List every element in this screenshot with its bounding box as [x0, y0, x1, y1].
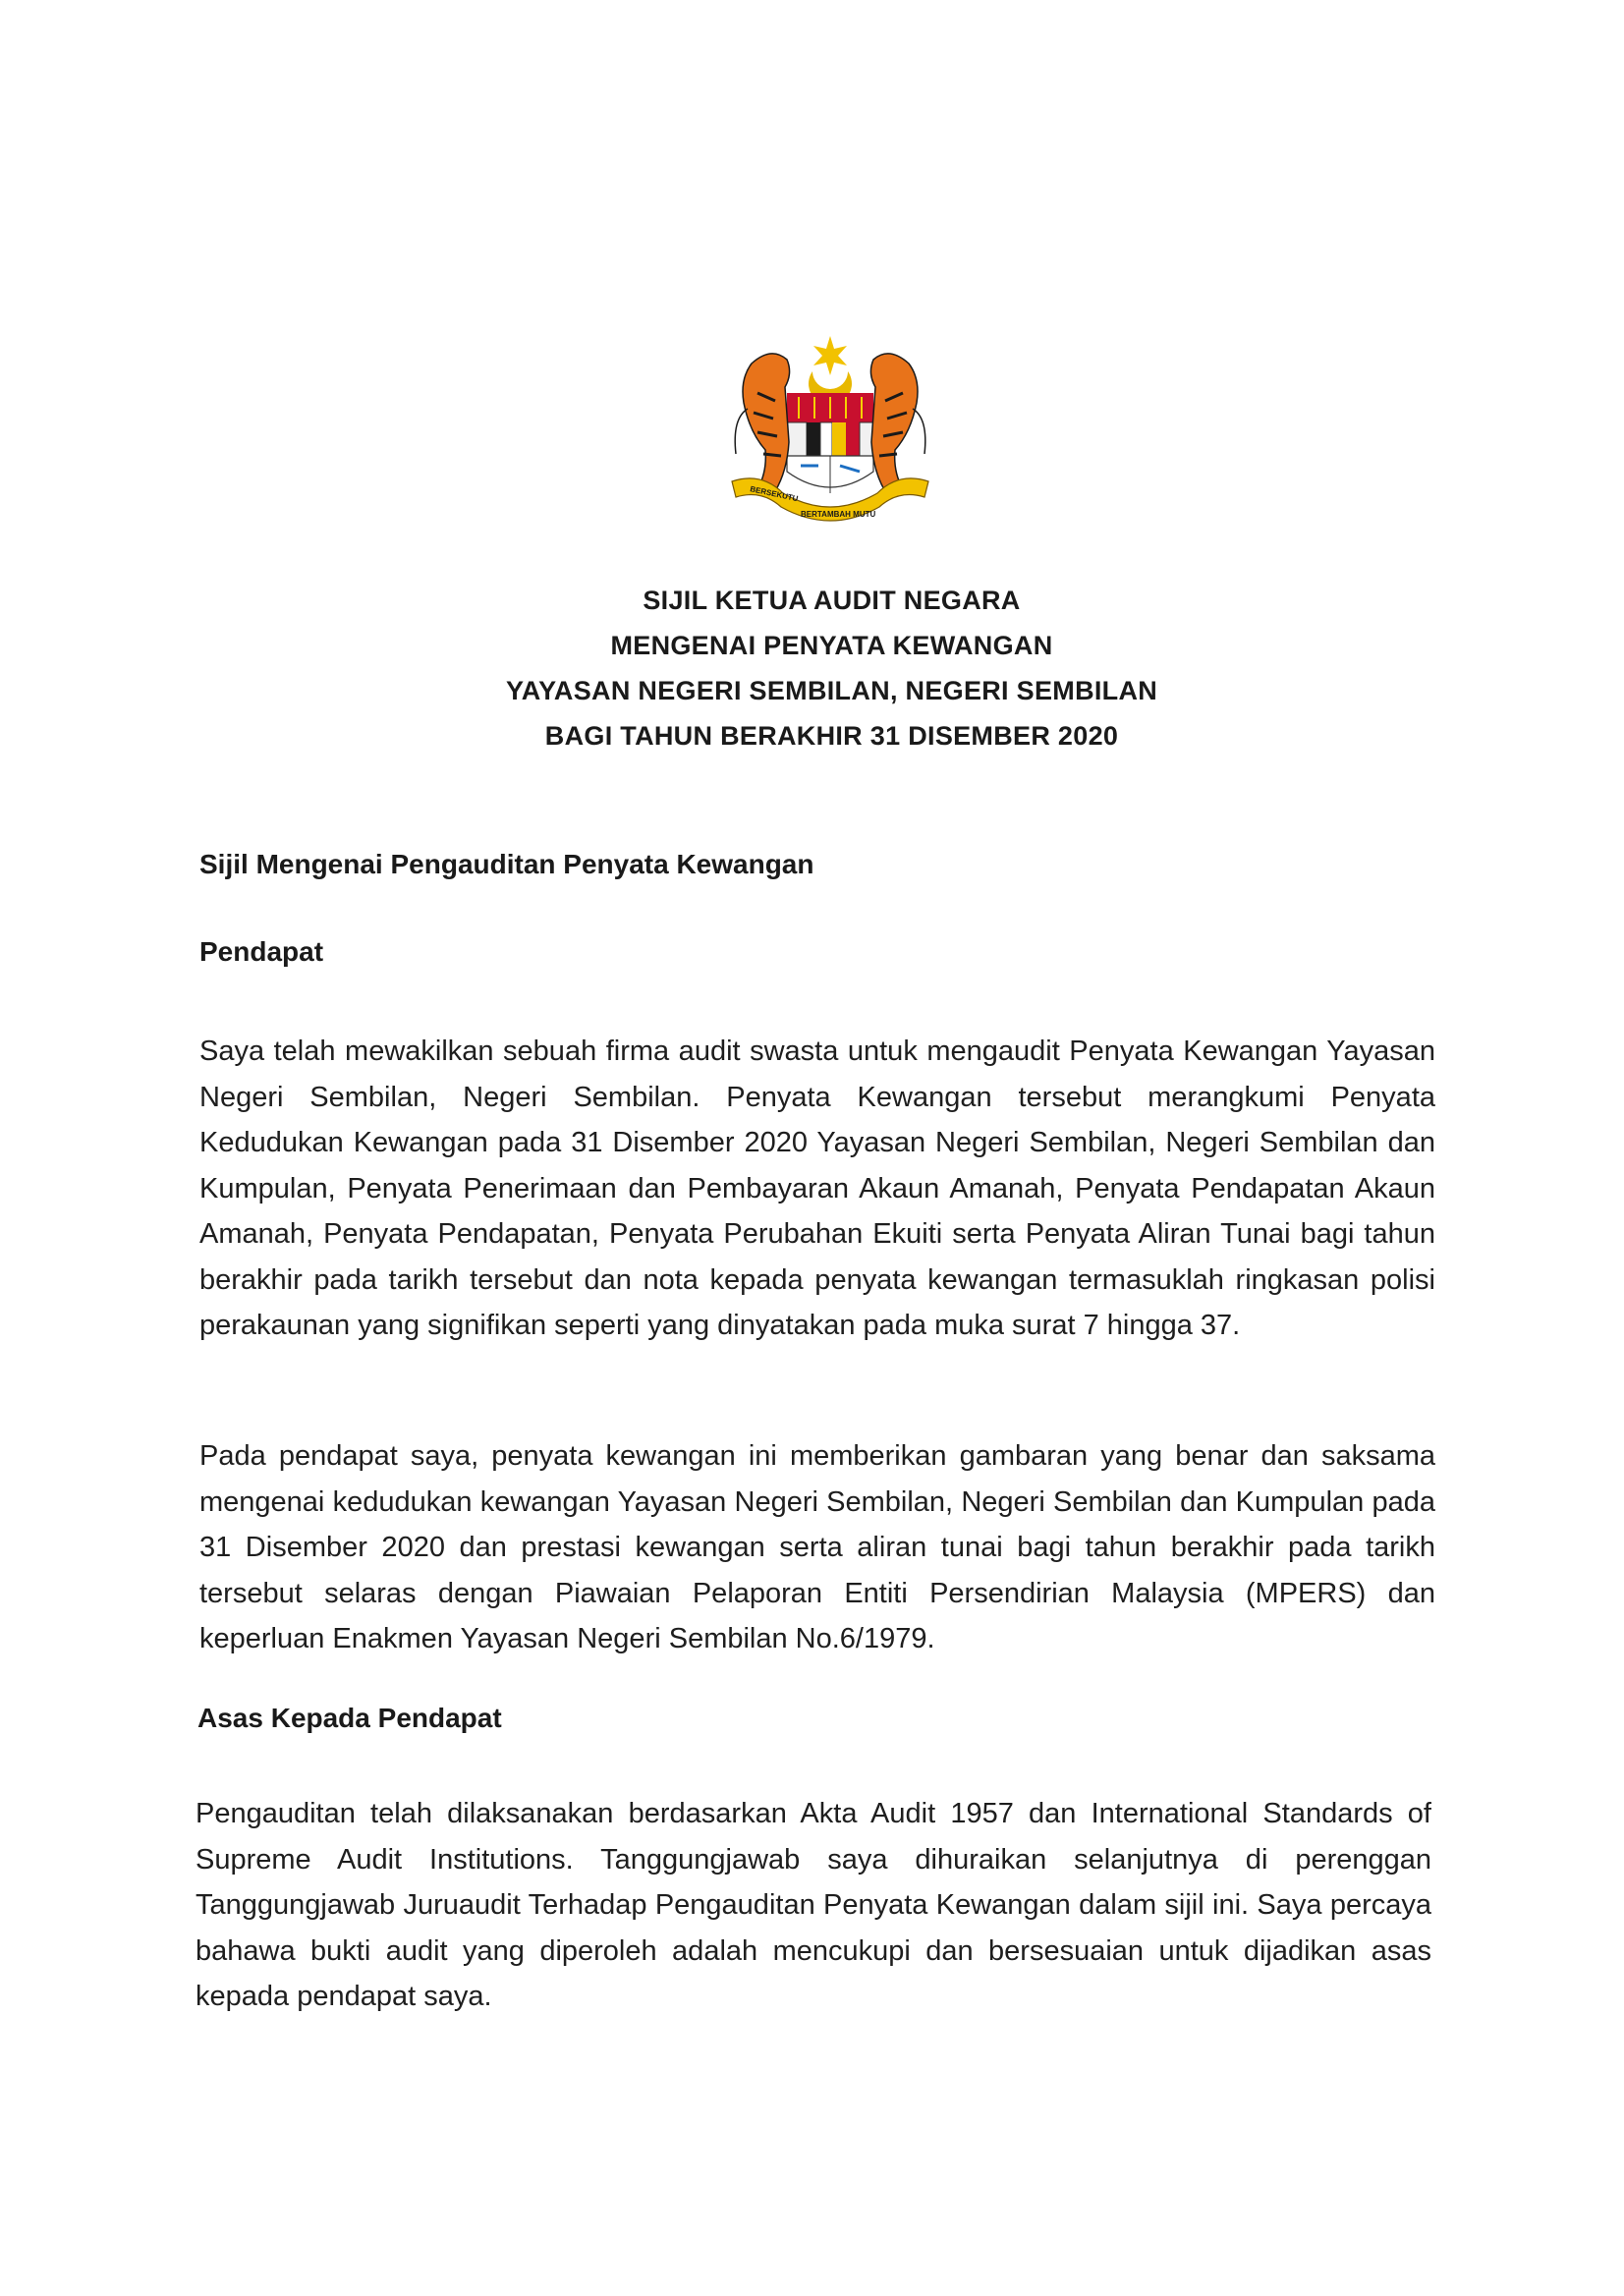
opinion-paragraph-2: Pada pendapat saya, penyata kewangan ini memberikan gambaran yang benar dan saksama mengenai kedudukan kewangan Yayasan Negeri Sembilan, Negeri Sembilan dan Kumpulan pada 31 Disember 2020 dan prestasi kewangan serta aliran tunai bagi tahun berakhir pada tarikh tersebut selaras dengan Piawaian Pelaporan Entiti Persendirian Malaysia (MPERS) dan keperluan Enakmen Yayasan Negeri Sembilan No.6/1979.	[199, 1440, 1435, 1654]
section-heading-certificate: Sijil Mengenai Pengauditan Penyata Kewangan	[199, 849, 814, 879]
title-line: MENGENAI PENYATA KEWANGAN	[610, 631, 1053, 660]
title-line: YAYASAN NEGERI SEMBILAN, NEGERI SEMBILAN	[505, 676, 1158, 705]
section-heading-opinion: Pendapat	[199, 936, 324, 967]
basis-paragraph: Pengauditan telah dilaksanakan berdasarkan Akta Audit 1957 dan International Standards of Supreme Audit Institutions. Tanggungjawab saya dihuraikan selanjutnya di perenggan Tanggungjawab Juruaudit Terhadap Pengauditan Penyata Kewangan dalam sijil ini. Saya percaya bahawa bukti audit yang diperoleh adalah mencukupi dan bersesuaian untuk dijadikan asas kepada pendapat saya.	[196, 1798, 1431, 2012]
coat-of-arms-icon	[693, 324, 968, 540]
svg-text:BERTAMBAH MUTU: BERTAMBAH MUTU	[801, 510, 876, 519]
title-line: BAGI TAHUN BERAKHIR 31 DISEMBER 2020	[544, 721, 1119, 751]
title-line: SIJIL KETUA AUDIT NEGARA	[643, 586, 1021, 615]
certificate-title	[0, 578, 1624, 758]
section-heading-basis: Asas Kepada Pendapat	[197, 1703, 502, 1733]
svg-text:BERSEKUTU: BERSEKUTU	[749, 484, 800, 504]
opinion-paragraph-1: Saya telah mewakilkan sebuah firma audit swasta untuk mengaudit Penyata Kewangan Yayasan Negeri Sembilan, Negeri Sembilan. Penyata Kewangan tersebut merangkumi Penyata Kedudukan Kewangan pada 31 Disember 2020 Yayasan Negeri Sembilan, Negeri Sembilan dan Kumpulan, Penyata Penerimaan dan Pembayaran Akaun Amanah, Penyata Pendapatan Akaun Amanah, Penyata Pendapatan, Penyata Perubahan Ekuiti serta Penyata Aliran Tunai bagi tahun berakhir pada tarikh tersebut dan nota kepada penyata kewangan termasuklah ringkasan polisi perakaunan yang signifikan seperti yang dinyatakan pada muka surat 7 hingga 37.	[199, 1036, 1435, 1341]
